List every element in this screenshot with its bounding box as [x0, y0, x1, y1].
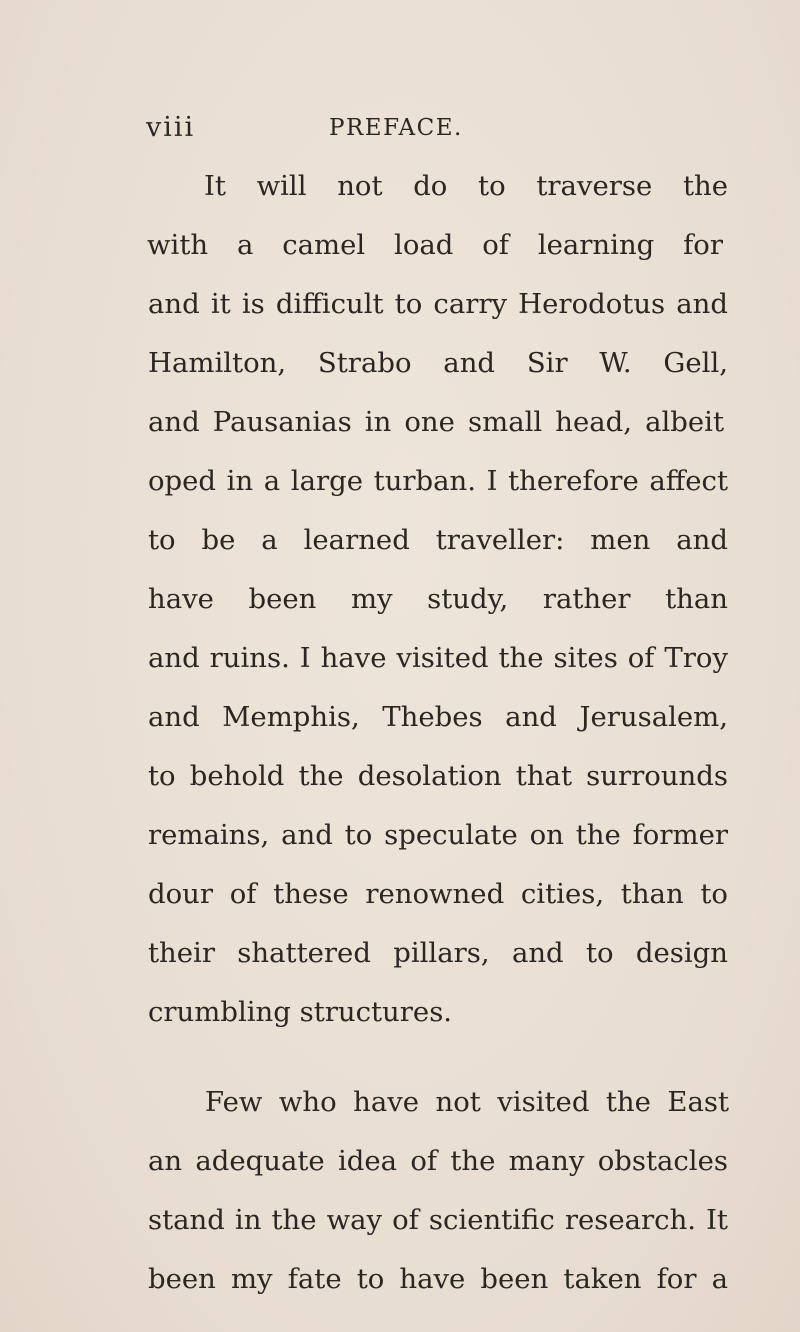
text-line: their shattered pillars, and to design	[148, 937, 728, 969]
text-line: been my fate to have been taken for a	[148, 1263, 728, 1295]
text-line: to be a learned traveller: men and	[148, 524, 728, 556]
page-number: viii	[146, 112, 196, 143]
text-line: to behold the desolation that surrounds	[148, 760, 728, 792]
text-line: have been my study, rather than	[148, 583, 728, 615]
running-title: PREFACE.	[329, 115, 463, 141]
text-line: with a camel load of learning for	[147, 229, 723, 261]
text-line: remains, and to speculate on the former	[148, 819, 728, 851]
text-line: crumbling structures.	[148, 996, 453, 1028]
text-line: It will not do to traverse the	[204, 170, 728, 202]
text-line: dour of these renowned cities, than to	[148, 878, 728, 910]
text-line: Hamilton, Strabo and Sir W. Gell,	[148, 347, 728, 379]
text-line: Few who have not visited the East	[205, 1086, 729, 1118]
text-line: an adequate idea of the many obstacles	[148, 1145, 728, 1177]
text-line: stand in the way of scientific research. It	[148, 1204, 728, 1236]
text-line: and it is difficult to carry Herodotus and	[148, 288, 728, 320]
text-line: and Pausanias in one small head, albeit	[148, 406, 724, 438]
text-line: and Memphis, Thebes and Jerusalem,	[148, 701, 728, 733]
running-head	[0, 108, 800, 148]
text-line: and ruins. I have visited the sites of Troy	[148, 642, 728, 674]
text-line: oped in a large turban. I therefore affect	[148, 465, 728, 497]
